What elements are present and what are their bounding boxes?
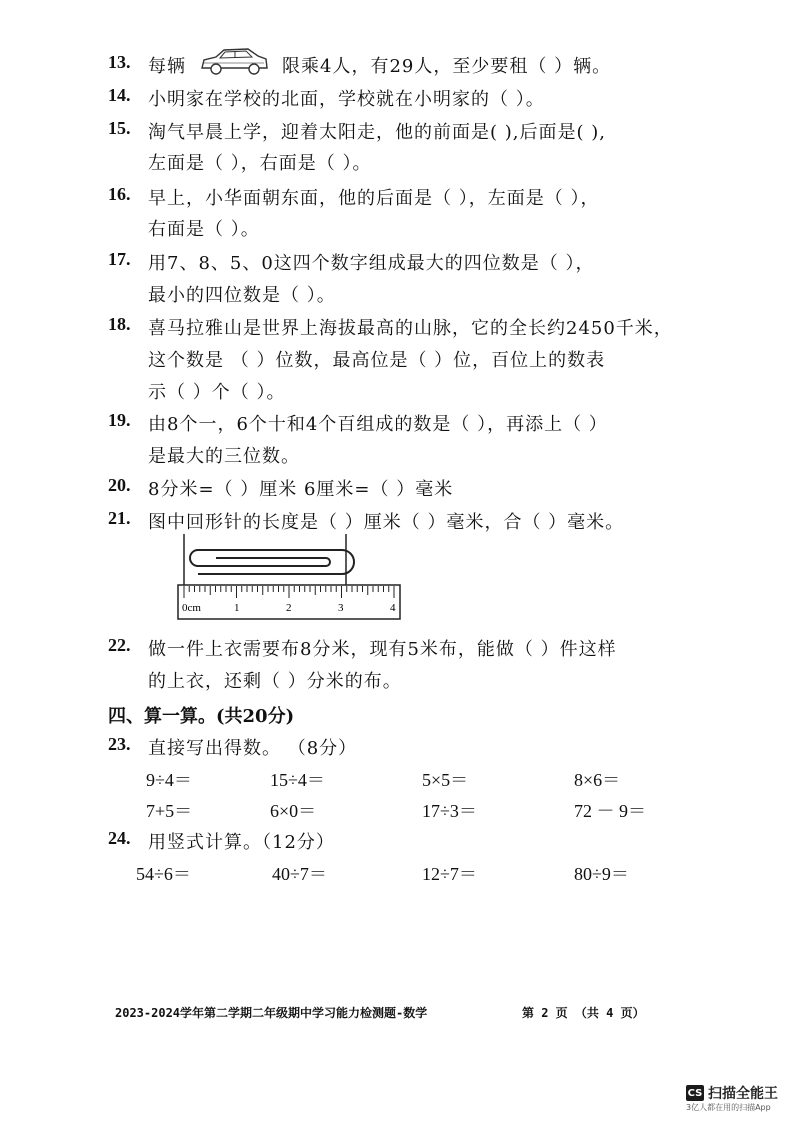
- question-number: 15.: [108, 118, 131, 138]
- question-text: 喜马拉雅山是世界上海拔最高的山脉，它的全长约2450千米，: [148, 318, 673, 339]
- calc-item: 54÷6＝: [136, 864, 191, 884]
- question-text: 限乘4人，有29人，至少要租（ ）辆。: [282, 56, 612, 77]
- question-number: 18.: [108, 314, 131, 334]
- question-text: 图中回形针的长度是（ ）厘米（ ）毫米，合（ ）毫米。: [148, 512, 625, 533]
- ruler-label-0: 0cm: [182, 602, 201, 614]
- ruler-label-4: 4: [390, 602, 396, 614]
- watermark-name: 扫描全能王: [708, 1086, 778, 1102]
- question-text: 8分米=（ ）厘米 6厘米=（ ）毫米: [148, 479, 454, 500]
- ruler-label-1: 1: [234, 602, 240, 614]
- ruler-paperclip-figure: [176, 532, 406, 624]
- ruler-label-3: 3: [338, 602, 344, 614]
- question-number: 22.: [108, 635, 131, 655]
- question-text: 这个数是 （ ）位数，最高位是（ ）位，百位上的数表: [148, 350, 606, 371]
- camscanner-logo-icon: CS: [686, 1085, 704, 1101]
- calc-item: 80÷9＝: [574, 864, 629, 884]
- question-number: 13.: [108, 52, 131, 72]
- question-text: 左面是（ ），右面是（ ）。: [148, 153, 372, 174]
- calc-item: 9÷4＝: [146, 770, 192, 790]
- question-number: 23.: [108, 734, 131, 754]
- calc-item: 15÷4＝: [270, 770, 325, 790]
- calc-item: 5×5＝: [422, 770, 469, 790]
- calc-item: 7+5＝: [146, 801, 193, 821]
- question-number: 20.: [108, 475, 131, 495]
- question-text: 小明家在学校的北面，学校就在小明家的（ ）。: [148, 89, 545, 110]
- page-number: 第 2 页 （共 4 页）: [522, 1006, 645, 1020]
- car-icon: [198, 44, 270, 78]
- question-text: 用竖式计算。（12分）: [148, 832, 335, 853]
- question-text: 用7、8、5、0这四个数字组成最大的四位数是（ ），: [148, 253, 595, 274]
- question-number: 21.: [108, 508, 131, 528]
- calc-item: 8×6＝: [574, 770, 621, 790]
- question-text: 最小的四位数是（ ）。: [148, 285, 336, 306]
- footer-title: 2023-2024学年第二学期二年级期中学习能力检测题-数学: [115, 1006, 428, 1020]
- question-number: 24.: [108, 828, 131, 848]
- calc-item: 12÷7＝: [422, 864, 477, 884]
- question-text: 淘气早晨上学，迎着太阳走，他的前面是( ),后面是( ),: [148, 122, 606, 143]
- calc-item: 17÷3＝: [422, 801, 477, 821]
- ruler-label-2: 2: [286, 602, 292, 614]
- section-heading: 四、算一算。(共20分): [108, 706, 295, 727]
- question-text: 右面是（ ）。: [148, 219, 260, 240]
- question-text: 做一件上衣需要布8分米，现有5米布，能做（ ）件这样: [148, 639, 617, 660]
- question-text: 示（ ）个（ ）。: [148, 382, 286, 403]
- question-text: 的上衣，还剩（ ）分米的布。: [148, 671, 402, 692]
- question-number: 19.: [108, 410, 131, 430]
- question-number: 16.: [108, 184, 131, 204]
- paperclip-icon: [190, 550, 354, 574]
- watermark-subtitle: 3亿人都在用的扫描App: [686, 1103, 771, 1112]
- question-text: 每辆: [148, 56, 186, 77]
- question-text: 直接写出得数。 （8分）: [148, 738, 358, 759]
- question-text: 由8个一，6个十和4个百组成的数是（ ），再添上（ ）: [148, 414, 608, 435]
- question-number: 14.: [108, 85, 131, 105]
- question-number: 17.: [108, 249, 131, 269]
- calc-item: 40÷7＝: [272, 864, 327, 884]
- scanner-watermark: [686, 1083, 778, 1103]
- calc-item: 72 － 9＝: [574, 801, 646, 821]
- question-text: 早上，小华面朝东面，他的后面是（ ），左面是（ ），: [148, 188, 600, 209]
- question-text: 是最大的三位数。: [148, 446, 300, 467]
- calc-item: 6×0＝: [270, 801, 317, 821]
